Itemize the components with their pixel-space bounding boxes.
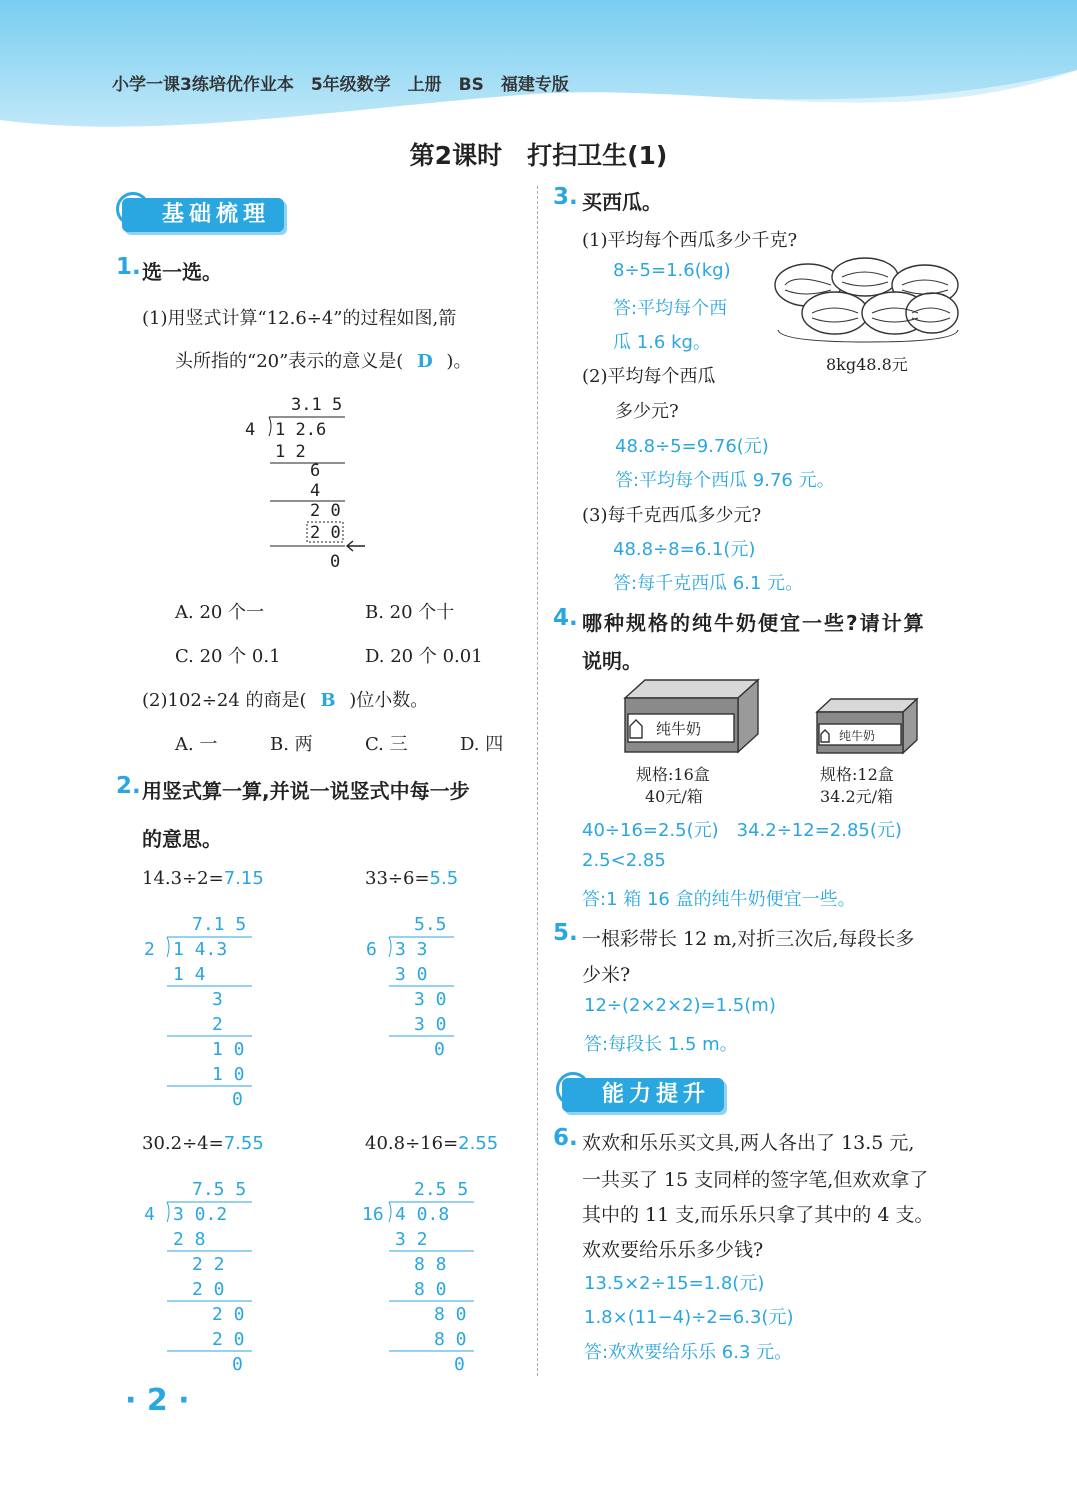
q2-p4-quotient: 2.5 5 xyxy=(414,1179,469,1200)
milk-box-16-illustration xyxy=(620,676,760,756)
q2-p2-dividend: 3 3 xyxy=(395,939,428,960)
q2-p3-bracket xyxy=(167,1202,169,1222)
q4-answer3: 答:1 箱 16 盒的纯牛奶便宜一些。 xyxy=(582,889,856,910)
q1-div-bracket xyxy=(269,417,271,436)
q1-part2-option-b: B. 两 xyxy=(270,734,313,755)
q3-title: 买西瓜。 xyxy=(582,190,662,214)
q2-p1-row: 1 0 xyxy=(212,1039,245,1060)
q2-number: 2. xyxy=(116,773,141,799)
q2-p4-row: 8 8 xyxy=(414,1254,447,1275)
watermelon-icon xyxy=(906,293,958,333)
q1-div-divisor: 4 xyxy=(245,420,256,440)
q5-line1: 一根彩带长 12 m,对折三次后,每段长多 xyxy=(582,928,915,950)
q2-p4-dividend: 4 0.8 xyxy=(395,1204,450,1225)
q6-answer1: 13.5×2÷15=1.8(元) xyxy=(584,1273,765,1294)
q2-p4-row: 8 0 xyxy=(434,1329,467,1350)
q6-line1: 欢欢和乐乐买文具,两人各出了 13.5 元, xyxy=(582,1132,915,1154)
q2-p2-divisor: 6 xyxy=(366,939,377,960)
q3-sub2-line1: (2)平均每个西瓜 xyxy=(582,366,716,387)
q2-p3-divisor: 4 xyxy=(144,1204,155,1225)
box-top xyxy=(625,680,758,698)
box2-price: 34.2元/箱 xyxy=(820,787,894,806)
q3-sub1-answer2: 答:平均每个西 xyxy=(613,298,728,319)
q2-p2-quotient: 5.5 xyxy=(414,914,447,935)
q2-p4-row: 8 0 xyxy=(434,1304,467,1325)
book-header: 小学一课3练培优作业本 5年级数学 上册 BS 福建专版 xyxy=(112,75,569,95)
q2-p4-divisor: 16 xyxy=(362,1204,384,1225)
q1-number: 1. xyxy=(116,254,141,280)
q1-part1-answer: D xyxy=(417,351,433,372)
watermelons-illustration xyxy=(770,255,965,350)
q2-p3-dividend: 3 0.2 xyxy=(173,1204,228,1225)
q1-div-row: 2 0 xyxy=(310,501,341,521)
q2-problem-1-expression xyxy=(142,868,264,889)
q1-part2-option-d: D. 四 xyxy=(460,734,504,755)
q1-option-d: D. 20 个 0.01 xyxy=(365,646,483,667)
q2-p2-expr: 33÷6= xyxy=(365,868,430,889)
q3-sub1-answer1: 8÷5=1.6(kg) xyxy=(613,260,731,281)
q1-div-row: 2 0 xyxy=(310,523,341,543)
q4-answer2: 2.5<2.85 xyxy=(582,850,666,871)
q2-p2-row: 3 0 xyxy=(414,1014,447,1035)
watermelon-label: 8kg48.8元 xyxy=(826,355,908,374)
q5-answer1: 12÷(2×2×2)=1.5(m) xyxy=(584,995,776,1016)
q3-sub1: (1)平均每个西瓜多少千克? xyxy=(582,230,798,251)
q2-problem-2-expression xyxy=(365,868,458,889)
q6-line2: 一共买了 15 支同样的签字笔,但欢欢拿了 xyxy=(582,1169,929,1191)
q2-p1-row: 1 4 xyxy=(173,964,206,985)
column-divider xyxy=(537,186,538,1376)
q4-answer1: 40÷16=2.5(元) 34.2÷12=2.85(元) xyxy=(582,820,902,841)
q2-p1-dividend: 1 4.3 xyxy=(173,939,228,960)
q3-sub2-answer1: 48.8÷5=9.76(元) xyxy=(615,436,769,457)
q2-p3-row: 2 8 xyxy=(173,1229,206,1250)
q1-div-row: 6 xyxy=(310,461,321,481)
q2-p1-bracket xyxy=(167,937,169,957)
q2-problem-3-division xyxy=(140,1170,265,1375)
q2-p2-row: 3 0 xyxy=(414,989,447,1010)
q2-p1-answer: 7.15 xyxy=(223,868,264,889)
q2-p4-row: 0 xyxy=(454,1354,465,1375)
box2-spec: 规格:12盒 xyxy=(820,765,894,784)
watermelon-icon xyxy=(802,292,868,334)
q1-div-dividend: 1 2.6 xyxy=(275,420,327,440)
q6-line3: 其中的 11 支,而乐乐只拿了其中的 4 支。 xyxy=(582,1204,934,1226)
q6-line4: 欢欢要给乐乐多少钱? xyxy=(582,1239,764,1261)
q1-long-division xyxy=(235,390,385,575)
q1-part1-text-a: 头所指的“20”表示的意义是( xyxy=(175,351,404,372)
q1-div-row: 0 xyxy=(330,552,341,572)
q6-answer2: 1.8×(11−4)÷2=6.3(元) xyxy=(584,1307,794,1328)
watermelon-icon xyxy=(832,258,898,296)
q2-p1-row: 2 xyxy=(212,1014,223,1035)
q2-p3-row: 2 0 xyxy=(192,1279,225,1300)
q2-p2-row: 0 xyxy=(434,1039,445,1060)
arrow-left-icon xyxy=(347,541,365,551)
q2-p4-bracket xyxy=(389,1202,391,1222)
q2-problem-4-division xyxy=(360,1170,485,1375)
q1-part1-line2 xyxy=(175,347,471,373)
q2-p1-quotient: 7.1 5 xyxy=(192,914,247,935)
q3-sub3-answer2: 答:每千克西瓜 6.1 元。 xyxy=(613,573,804,594)
section-advanced-badge: 能力提升 xyxy=(562,1078,724,1112)
q1-part2-option-c: C. 三 xyxy=(365,734,408,755)
q5-number: 5. xyxy=(553,920,578,946)
q5-answer2: 答:每段长 1.5 m。 xyxy=(584,1034,738,1055)
milk-box-12-illustration xyxy=(813,696,921,756)
q3-number: 3. xyxy=(553,184,578,210)
q2-p2-row: 3 0 xyxy=(395,964,428,985)
milk-box-16-label: 纯牛奶 xyxy=(656,720,702,738)
q2-title-line2: 的意思。 xyxy=(142,827,222,851)
q2-p1-row: 1 0 xyxy=(212,1064,245,1085)
milk-box-12-label: 纯牛奶 xyxy=(839,729,876,743)
q2-p4-row: 3 2 xyxy=(395,1229,428,1250)
q2-p1-row: 3 xyxy=(212,989,223,1010)
q5-line2: 少米? xyxy=(582,964,631,986)
q1-part2-option-a: A. 一 xyxy=(175,734,218,755)
q1-option-a: A. 20 个一 xyxy=(175,602,265,623)
q2-p1-expr: 14.3÷2= xyxy=(142,868,224,889)
q2-problem-1-division xyxy=(140,905,265,1110)
q1-title: 选一选。 xyxy=(142,260,222,284)
q4-number: 4. xyxy=(553,605,578,631)
box-top xyxy=(817,699,917,712)
q1-div-quotient: 3.1 5 xyxy=(291,395,343,415)
q2-p1-divisor: 2 xyxy=(144,939,155,960)
q2-p3-expr: 30.2÷4= xyxy=(142,1133,224,1154)
q1-part2 xyxy=(142,686,428,712)
q3-sub2-answer2: 答:平均每个西瓜 9.76 元。 xyxy=(615,470,835,491)
q2-p4-row: 8 0 xyxy=(414,1279,447,1300)
q1-div-row: 4 xyxy=(310,481,321,501)
q1-div-row: 1 2 xyxy=(275,442,306,462)
q2-problem-4-expression xyxy=(365,1133,498,1154)
q1-part2-text-a: (2)102÷24 的商是( xyxy=(142,690,307,711)
q1-part2-text-b: )位小数。 xyxy=(349,690,429,711)
q1-option-c: C. 20 个 0.1 xyxy=(175,646,281,667)
q2-problem-2-division xyxy=(362,905,472,1065)
q3-sub1-answer3: 瓜 1.6 kg。 xyxy=(613,332,711,353)
q4-title-line2: 说明。 xyxy=(582,649,642,673)
q3-sub2-line2: 多少元? xyxy=(615,401,679,422)
q1-part2-answer: B xyxy=(320,690,336,711)
q2-p4-expr: 40.8÷16= xyxy=(365,1133,459,1154)
q2-p3-answer: 7.55 xyxy=(223,1133,264,1154)
q1-part1-text-b: )。 xyxy=(446,351,472,372)
q3-sub3-answer1: 48.8÷8=6.1(元) xyxy=(613,539,756,560)
q2-p3-row: 2 0 xyxy=(212,1304,245,1325)
q6-number: 6. xyxy=(553,1125,578,1151)
section-basic-badge: 基础梳理 xyxy=(122,198,284,232)
q2-p4-answer: 2.55 xyxy=(458,1133,499,1154)
q2-p3-row: 2 2 xyxy=(192,1254,225,1275)
q2-problem-3-expression xyxy=(142,1133,264,1154)
q2-p3-quotient: 7.5 5 xyxy=(192,1179,247,1200)
box1-spec: 规格:16盒 xyxy=(636,765,710,784)
q2-p3-row: 0 xyxy=(232,1354,243,1375)
lesson-title: 第2课时 打扫卫生(1) xyxy=(409,141,668,170)
q2-p2-bracket xyxy=(389,937,391,957)
q1-option-b: B. 20 个十 xyxy=(365,602,455,623)
q6-answer3: 答:欢欢要给乐乐 6.3 元。 xyxy=(584,1342,793,1363)
q2-p3-row: 2 0 xyxy=(212,1329,245,1350)
q4-title-line1: 哪种规格的纯牛奶便宜一些?请计算 xyxy=(582,611,926,635)
q3-sub3: (3)每千克西瓜多少元? xyxy=(582,505,762,526)
page-number: · 2 · xyxy=(125,1383,190,1418)
q2-p1-row: 0 xyxy=(232,1089,243,1110)
box1-price: 40元/箱 xyxy=(645,787,703,806)
q1-part1-line1: (1)用竖式计算“12.6÷4”的过程如图,箭 xyxy=(142,308,457,329)
q2-title-line1: 用竖式算一算,并说一说竖式中每一步 xyxy=(142,779,470,803)
q2-p2-answer: 5.5 xyxy=(429,868,459,889)
